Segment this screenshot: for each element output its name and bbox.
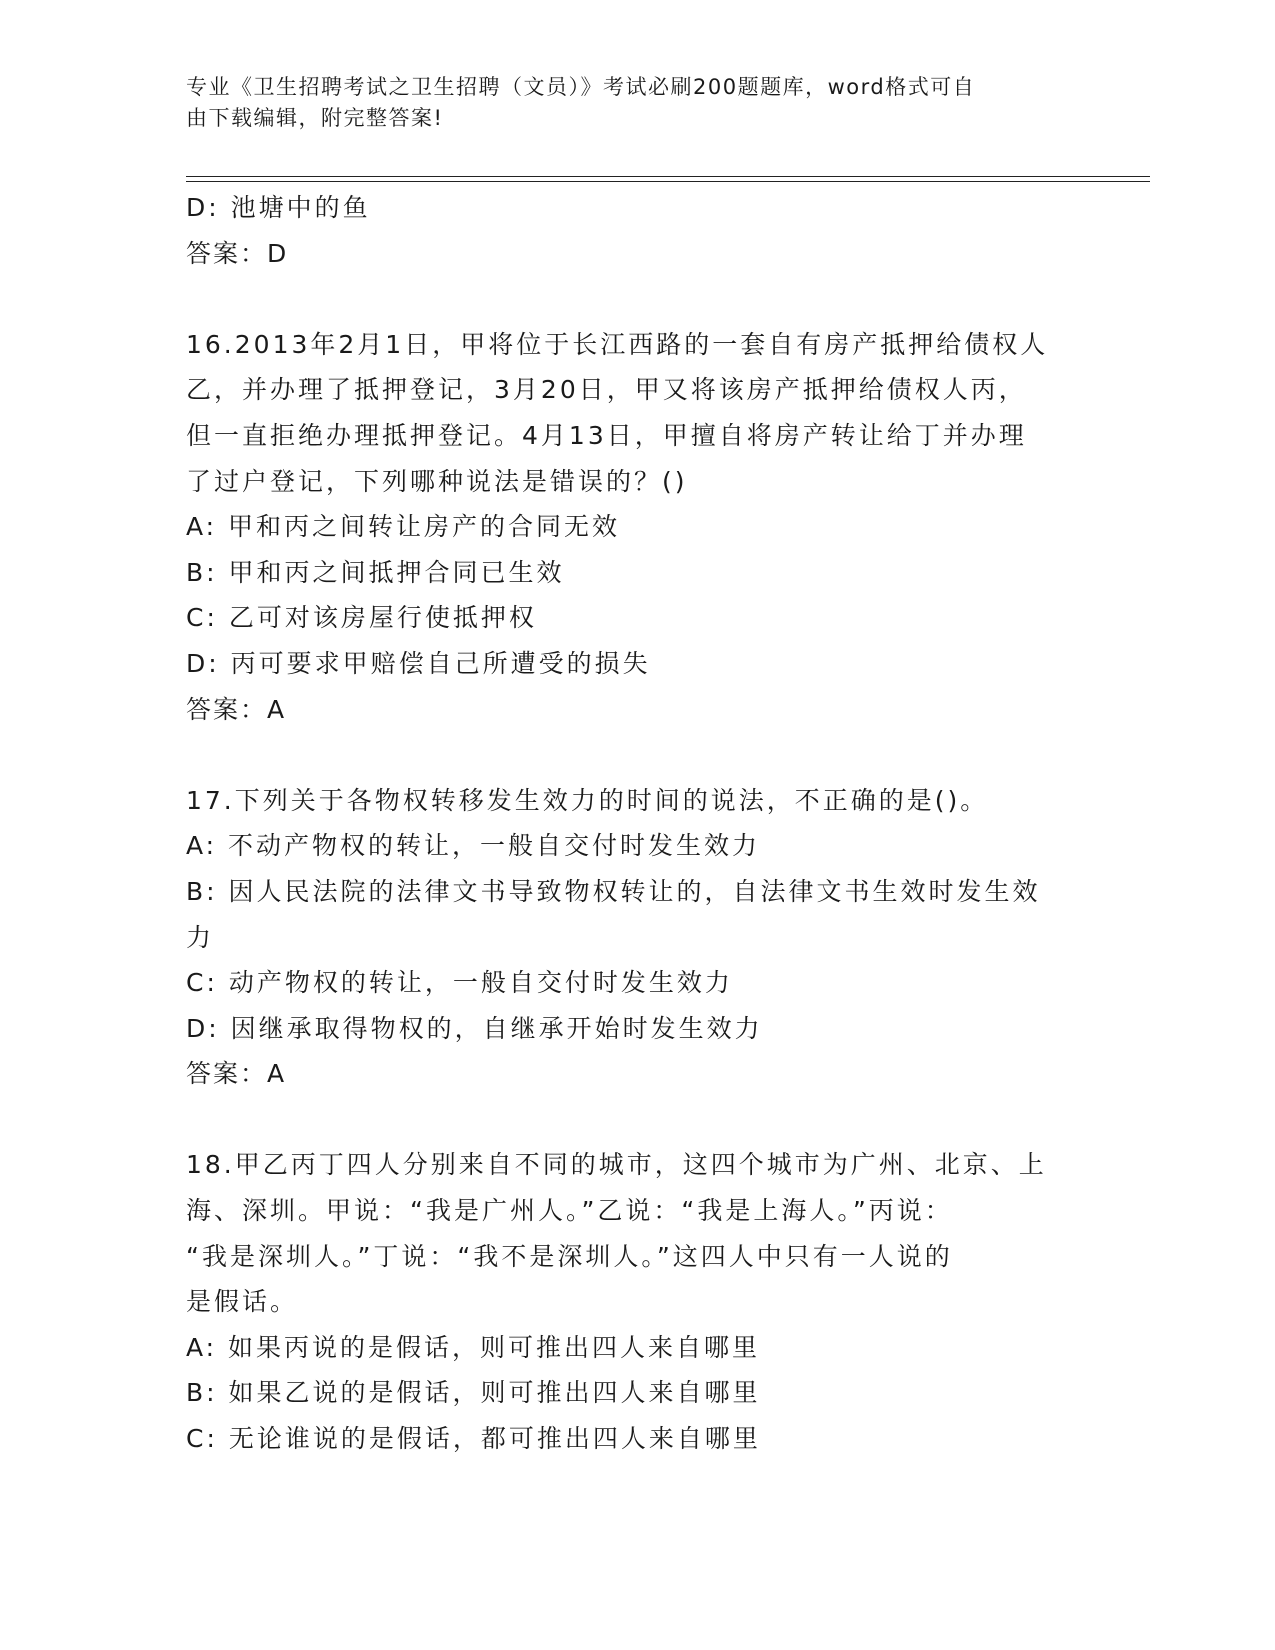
prev-answer: 答案：D xyxy=(186,238,289,268)
option-a: A: 甲和丙之间转让房产的合同无效 xyxy=(186,512,621,542)
question-stem-line: 16.2013年2月1日，甲将位于长江西路的一套自有房产抵押给债权人 xyxy=(186,329,1049,359)
option-d: D: 丙可要求甲赔偿自己所遭受的损失 xyxy=(186,648,651,678)
question-stem-line: 但一直拒绝办理抵押登记。4月13日，甲擅自将房产转让给丁并办理 xyxy=(186,420,1027,450)
option-b-continued: 力 xyxy=(186,922,215,952)
question-17 xyxy=(186,778,1086,1097)
page-header xyxy=(186,72,1066,134)
spacer xyxy=(186,1097,1086,1143)
question-stem-line: 18.甲乙丙丁四人分别来自不同的城市，这四个城市为广州、北京、上 xyxy=(186,1150,1047,1180)
option-c: C: 无论谁说的是假话，都可推出四人来自哪里 xyxy=(186,1424,761,1454)
option-c: C: 乙可对该房屋行使抵押权 xyxy=(186,603,537,633)
question-stem-line: 海、深圳。甲说：“我是广州人。”乙说：“我是上海人。”丙说： xyxy=(186,1196,953,1226)
header-rule-bottom xyxy=(186,181,1150,182)
question-stem-line: “我是深圳人。”丁说：“我不是深圳人。”这四人中只有一人说的 xyxy=(186,1241,953,1271)
option-a: A: 不动产物权的转让，一般自交付时发生效力 xyxy=(186,831,761,861)
option-b: B: 如果乙说的是假话，则可推出四人来自哪里 xyxy=(186,1378,761,1408)
question-stem-line: 了过户登记，下列哪种说法是错误的？() xyxy=(186,466,688,496)
question-stem-line: 乙，并办理了抵押登记，3月20日，甲又将该房产抵押给债权人丙， xyxy=(186,375,1027,405)
spacer xyxy=(186,276,1086,322)
answer: 答案：A xyxy=(186,694,287,724)
header-line-2: 由下载编辑，附完整答案! xyxy=(186,106,444,130)
question-16 xyxy=(186,322,1086,732)
option-d: D: 因继承取得物权的，自继承开始时发生效力 xyxy=(186,1013,763,1043)
question-stem-line: 17.下列关于各物权转移发生效力的时间的说法，不正确的是()。 xyxy=(186,785,989,815)
option-c: C: 动产物权的转让，一般自交付时发生效力 xyxy=(186,968,733,998)
option-b: B: 因人民法院的法律文书导致物权转让的，自法律文书生效时发生效 xyxy=(186,876,1041,906)
answer: 答案：A xyxy=(186,1059,287,1089)
question-stem-line: 是假话。 xyxy=(186,1287,299,1317)
question-body xyxy=(186,185,1086,1462)
prev-option-d: D: 池塘中的鱼 xyxy=(186,193,371,222)
header-rule-top xyxy=(186,176,1150,177)
option-b: B: 甲和丙之间抵押合同已生效 xyxy=(186,557,565,587)
question-18 xyxy=(186,1142,1086,1461)
option-a: A: 如果丙说的是假话，则可推出四人来自哪里 xyxy=(186,1332,761,1362)
header-line-1: 专业《卫生招聘考试之卫生招聘（文员）》考试必刷200题题库，word格式可自 xyxy=(186,75,976,99)
spacer xyxy=(186,732,1086,778)
